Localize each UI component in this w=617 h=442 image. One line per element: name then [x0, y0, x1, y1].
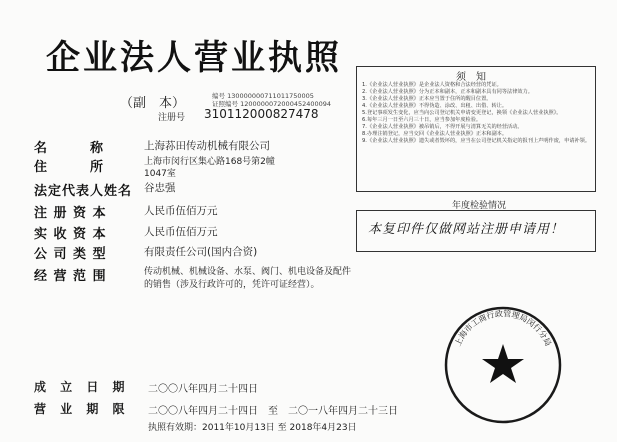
field-value-company-type: 有限责任公司(国内合资): [144, 246, 258, 258]
field-value-name: 上海荪田传动机械有限公司: [144, 140, 270, 152]
field-label-company-type: 公 司 类 型: [34, 247, 107, 262]
notice-item: 9.《企业法人营业执照》遗失或者毁坏的，应当在公司登记机关指定的报刊上声明作废，申请补领。: [362, 138, 591, 144]
notice-item: 4.《企业法人营业执照》不得伪造、涂改、出租、出借、转让。: [362, 103, 508, 109]
notice-item: 3.《企业法人营业执照》正本应当置于住所的醒目位置。: [362, 96, 492, 102]
field-label-address: 住 所: [34, 160, 105, 175]
field-label-name: 名 称: [34, 141, 105, 156]
field-label-registered-capital: 注 册 资 本: [34, 206, 107, 221]
copy-label: （副 本）: [120, 96, 186, 111]
established-date-label: 成 立 日 期: [34, 380, 130, 394]
field-value-paid-capital: 人民币伍佰万元: [144, 226, 218, 238]
established-date-value: 二〇〇八年四月二十四日: [148, 384, 258, 395]
notice-item: 2.《企业法人营业执照》分为正本和副本，正本和副本具有同等法律效力。: [362, 89, 533, 95]
field-value-registered-capital: 人民币伍佰万元: [144, 205, 218, 217]
validity-period: 执照有效期：2011年10月13日 至 2018年4月23日: [148, 423, 357, 433]
annual-inspection-title: 年度检验情况: [452, 201, 507, 211]
reg-label: 注册号: [158, 113, 186, 123]
notice-item: 8.办理注销登记，应当交回《企业法人营业执照》正本和副本。: [362, 131, 508, 137]
handwritten-note: 本复印件仅做网站注册申请用！: [368, 222, 565, 237]
notice-list: [362, 82, 590, 145]
notice-title: 须 知: [456, 72, 486, 83]
field-label-business-scope: 经 营 范 围: [34, 269, 107, 284]
serial-line: 编号 130000000711011750005: [212, 92, 314, 100]
serial-line: 证照编号 1200000072000452400094: [212, 100, 332, 108]
field-label-legal-rep: 法定代表人姓名: [34, 184, 133, 199]
seal-star-icon: [482, 344, 524, 383]
field-value-address: 上海市闵行区集心路168号第2幢1047室: [144, 157, 275, 179]
official-seal: [438, 300, 568, 430]
notice-item: 5.登记事项发生变化，应当向公司登记机关申请变更登记，换领《企业法人营业执照》。: [362, 110, 562, 116]
license-title: 企业法人营业执照: [46, 38, 342, 78]
business-term-value: 二〇〇八年四月二十四日 至 二〇一八年四月二十三日: [148, 406, 398, 417]
business-term-label: 营 业 期 限: [34, 402, 130, 416]
notice-item: 1.《企业法人营业执照》是企业法人资格和合法经营的凭证。: [362, 82, 502, 88]
seal-text: 上海市工商行政管理局闵行分局: [453, 309, 553, 348]
notice-item: 6.每年三月一日至六月三十日，应当参加年度检验。: [362, 117, 482, 123]
serial-block: [212, 92, 331, 108]
notice-item: 7.《企业法人营业执照》被吊销后，不得开展与清算无关的经营活动。: [362, 124, 523, 130]
field-value-business-scope: 传动机械、机械设备、水泵、阀门、机电设备及配件的销售（涉及行政许可的，凭许可证经营）。: [144, 267, 352, 290]
field-value-legal-rep: 谷忠强: [144, 182, 176, 194]
field-label-paid-capital: 实 收 资 本: [34, 227, 107, 242]
reg-number: 310112000827478: [204, 107, 319, 121]
